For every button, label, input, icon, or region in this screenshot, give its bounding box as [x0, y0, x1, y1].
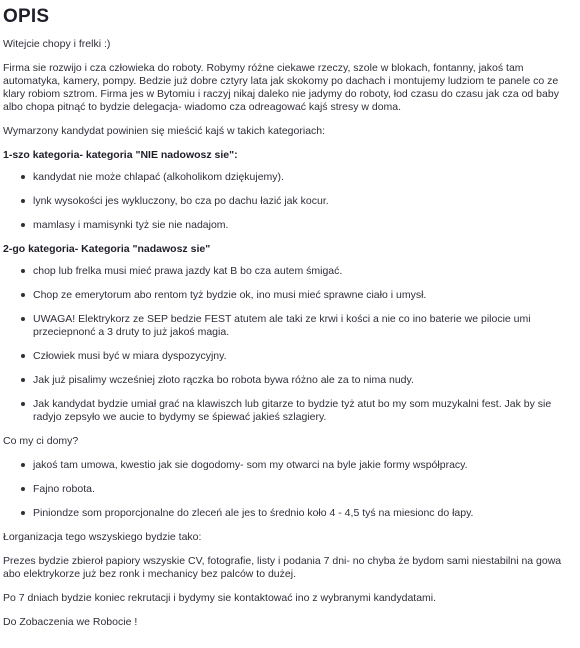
offer-list [3, 459, 574, 520]
bullet-icon [21, 354, 25, 358]
bullet-icon [21, 378, 25, 382]
list-item: UWAGA! Elektrykorz ze SEP bedzie FEST atutem ale taki ze krwi i kości a nie co ino baterie we pilocie umi przeciepnonć a 3 druty to już jakoś magia. [3, 313, 574, 339]
list-item: chop lub frelka musi mieć prawa jazdy kat B bo cza autem śmigać. [3, 265, 574, 278]
list-item: Człowiek musi być w miara dyspozycyjny. [3, 350, 574, 363]
greeting-text: Witejcie chopy i frelki :) [3, 38, 111, 50]
after-recruitment-text: Po 7 dniach bydzie koniec rekrutacji i bydymy sie kontaktować ino z wybranymi kandydatami. [3, 592, 437, 604]
candidate-intro-text: Wymarzony kandydat powinien się mieścić kajś w takich kategoriach: [3, 125, 326, 137]
section-title: OPIS [3, 6, 50, 27]
list-item: Piniondze som proporcjonalne do zleceń ale jes to średnio koło 4 - 4,5 tyś na miesionc do łapy. [3, 507, 574, 520]
category-1-heading: 1-szo kategoria- kategoria "NIE nadowosz sie": [3, 149, 238, 161]
offer-heading: Co my ci domy? [3, 435, 79, 447]
bullet-icon [21, 223, 25, 227]
category-2-list [3, 265, 574, 424]
bullet-icon [21, 269, 25, 273]
category-1-list [3, 171, 574, 232]
bullet-icon [21, 511, 25, 515]
list-item: Chop ze emerytorum abo rentom tyż bydzie ok, ino musi mieć sprawne ciało i umysł. [3, 289, 574, 302]
list-item: Fajno robota. [3, 483, 574, 496]
company-intro-text: Firma sie rozwijo i cza człowieka do roboty. Robymy różne ciekawe rzeczy, szole w blokach, fontanny, jakoś tam automatyka, kamery, pompy. Bedzie już dobre cztyry lata jak skokomy po dachach i montujemy ludziom te panele co ze klary robiom sztrom. Firma jes w Bytomiu i raczyj nikaj daleko nie jadymy do roboty, łod czasu do czasu jak cza od baby albo chopa pitnąć to bydzie delegacja- wiadomo cza odreagować kajś stresy w doma. [3, 62, 559, 113]
list-item: mamlasy i mamisynki tyż sie nie nadajom. [3, 219, 574, 232]
bullet-icon [21, 199, 25, 203]
organization-text: Łorganizacja tego wszyskiego bydzie tako: [3, 531, 202, 543]
bullet-icon [21, 487, 25, 491]
bullet-icon [21, 463, 25, 467]
bullet-icon [21, 293, 25, 297]
category-2-heading: 2-go kategoria- Kategoria "nadawosz sie" [3, 243, 211, 255]
list-item: Jak kandydat bydzie umiał grać na klawiszch lub gitarze to bydzie tyż atut bo my som muzykalni fest. Jak by sie radyjo zepsyło we aucie to bydymy se śpiewać jakieś szlagiery. [3, 398, 574, 424]
list-item: kandydat nie może chlapać (alkoholikom dziękujemy). [3, 171, 574, 184]
bullet-icon [21, 175, 25, 179]
bullet-icon [21, 317, 25, 321]
bullet-icon [21, 402, 25, 406]
list-item: lynk wysokości jes wykluczony, bo cza po dachu łazić jak kocur. [3, 195, 574, 208]
closing-text: Do Zobaczenia we Robocie ! [3, 616, 138, 628]
list-item: Jak już pisalimy wcześniej złoto rączka bo robota bywa różno ale za to nima nudy. [3, 374, 574, 387]
documents-text: Prezes bydzie zbieroł papiory wszyskie CV, fotografie, listy i podania 7 dni- no chyba że bydom sami niestabilni na gowa abo elektrykorze już bez ronk i mechanicy bez palców to dużej. [3, 555, 562, 580]
list-item: jakoś tam umowa, kwestio jak sie dogodomy- som my otwarci na byle jakie formy współpracy. [3, 459, 574, 472]
